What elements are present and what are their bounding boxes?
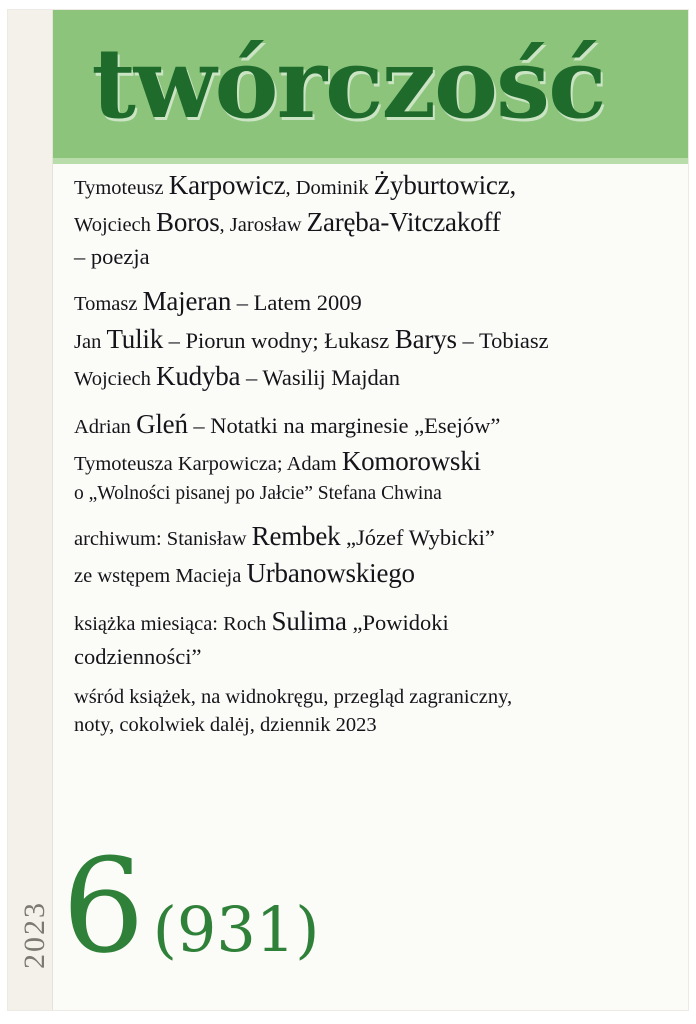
contents-text-segment: Barys: [394, 323, 457, 354]
contents-text-segment: Boros: [156, 207, 220, 238]
contents-text-segment: Wojciech: [74, 367, 157, 390]
contents-group-ksiazka-miesiaca: [74, 604, 674, 670]
contents-list: [74, 168, 674, 752]
contents-text-segment: Sulima: [271, 606, 347, 637]
contents-line: [74, 684, 674, 711]
contents-text-segment: „Powidoki: [346, 610, 449, 636]
contents-text-segment: Zaręba-Vitczakoff: [306, 207, 501, 238]
contents-text-segment: Karpowicz: [168, 170, 286, 200]
contents-text-segment: wśród książek, na widnokręgu, przegląd zagraniczny,: [74, 685, 513, 708]
contents-line: [74, 242, 674, 271]
contents-text-segment: – Latem 2009: [231, 290, 362, 316]
contents-line: [74, 322, 674, 357]
contents-line: [74, 604, 674, 639]
contents-line: [74, 481, 674, 506]
contents-text-segment: Komorowski: [341, 445, 481, 476]
contents-line: [74, 642, 674, 671]
contents-text-segment: codzienności”: [74, 643, 202, 669]
contents-text-segment: o „Wolności pisanej po Jałcie” Stefana Chwina: [74, 482, 442, 504]
contents-text-segment: , Dominik: [285, 177, 374, 199]
contents-text-segment: – Wasilij Majdan: [240, 364, 400, 390]
contents-line: [74, 168, 674, 203]
contents-text-segment: Tymoteusza Karpowicza; Adam: [74, 452, 342, 475]
contents-text-segment: Adrian: [74, 415, 137, 438]
contents-group-glen: [74, 407, 674, 507]
contents-line: [74, 407, 674, 442]
contents-text-segment: Kudyba: [156, 360, 241, 391]
contents-text-segment: Jan: [74, 330, 107, 353]
contents-line: [74, 519, 674, 554]
contents-text-segment: – Tobiasz: [456, 327, 549, 353]
contents-group-poezja: [74, 168, 674, 271]
contents-text-segment: Rembek: [251, 521, 341, 552]
contents-text-segment: Urbanowskiego: [246, 558, 415, 589]
contents-text-segment: Wojciech: [74, 214, 157, 237]
issue-number-block: [62, 830, 320, 982]
contents-text-segment: – poezja: [74, 244, 150, 270]
contents-text-segment: , Jarosław: [219, 214, 307, 237]
contents-group-majeran: [74, 284, 674, 393]
contents-line: [74, 284, 674, 319]
contents-text-segment: – Piorun wodny; Łukasz: [163, 327, 395, 353]
contents-text-segment: Tomasz: [74, 293, 143, 316]
contents-line: [74, 444, 674, 479]
issue-serial-number: (931): [152, 893, 320, 966]
contents-line: [74, 359, 674, 394]
spine-year-label: 2023: [18, 901, 51, 969]
contents-text-segment: noty, cokolwiek dalėj, dziennik 2023: [74, 714, 377, 737]
contents-text-segment: Żyburtowicz,: [373, 170, 517, 200]
contents-text-segment: „Józef Wybicki”: [340, 525, 495, 551]
contents-text-segment: archiwum: Stanisław: [74, 528, 252, 551]
page-title: twórczość: [91, 27, 605, 140]
issue-number: 6: [62, 830, 145, 982]
contents-line: [74, 712, 674, 739]
contents-text-segment: Gleń: [136, 408, 188, 439]
contents-text-segment: Tulik: [106, 323, 163, 354]
contents-text-segment: – Notatki na marginesie „Esejów”: [187, 412, 501, 438]
contents-text-segment: książka miesiąca: Roch: [74, 613, 272, 636]
contents-group-archiwum: [74, 519, 674, 591]
contents-group-dzialy: [74, 684, 674, 739]
spine-strip: [8, 10, 53, 1010]
contents-text-segment: Tymoteusz: [74, 177, 169, 199]
contents-line: [74, 556, 674, 591]
contents-text-segment: Majeran: [142, 286, 232, 317]
contents-line: [74, 205, 674, 240]
contents-text-segment: ze wstępem Macieja: [74, 565, 247, 588]
